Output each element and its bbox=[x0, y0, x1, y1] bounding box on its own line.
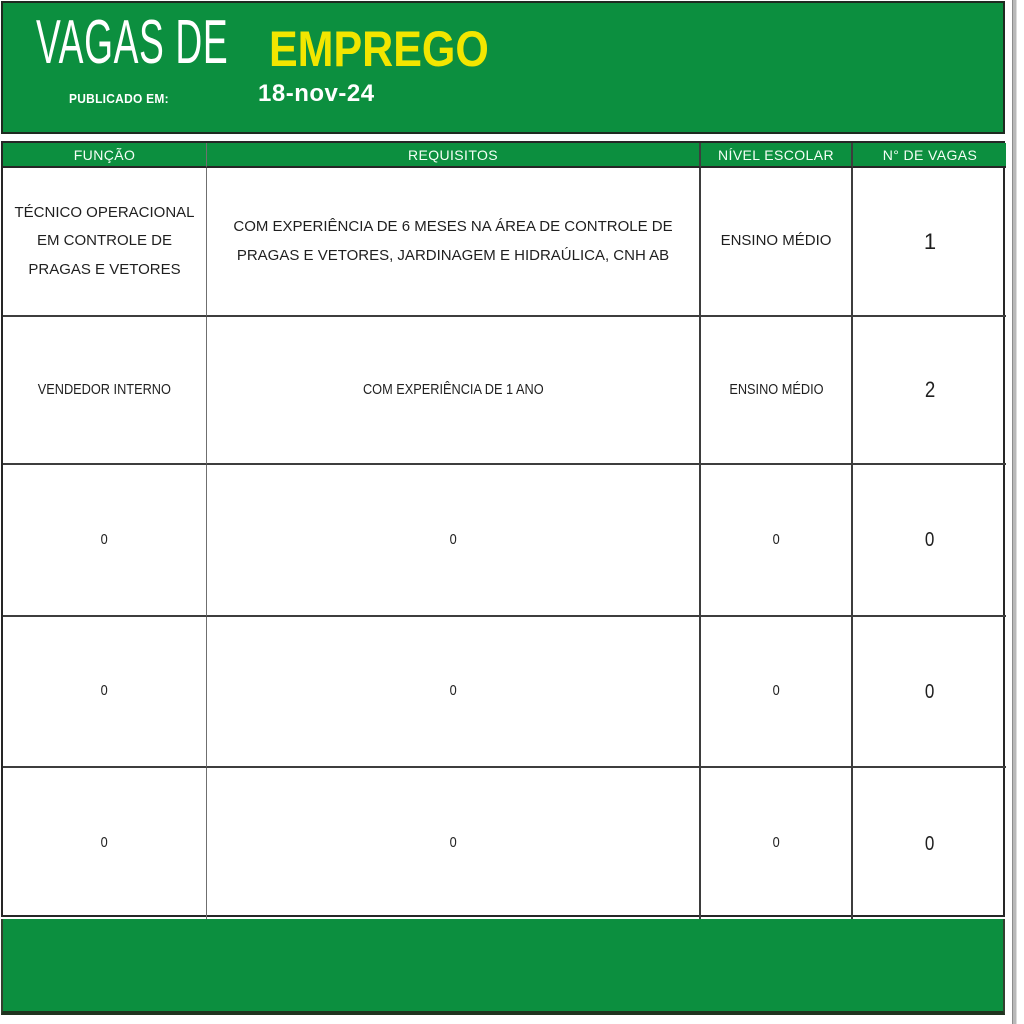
cell-text: 0 bbox=[449, 834, 457, 852]
published-date: 18-nov-24 bbox=[258, 80, 375, 107]
cell-n-de-vagas bbox=[853, 617, 1007, 768]
cell-nivel-escolar bbox=[701, 168, 853, 317]
vacancies-table bbox=[1, 141, 1005, 917]
cell-text: COM EXPERIÊNCIA DE 6 MESES NA ÁREA DE CONTROLE DE PRAGAS E VETORES, JARDINAGEM E HIDRAÚLICA, CNH AB bbox=[233, 218, 673, 264]
cell-text: VENDEDOR INTERNO bbox=[37, 380, 172, 398]
cell-nivel-escolar bbox=[701, 317, 853, 465]
cell-requisitos bbox=[207, 617, 701, 768]
cell-text: 0 bbox=[449, 682, 457, 700]
footer-banner bbox=[1, 919, 1005, 1015]
cell-text: 0 bbox=[449, 530, 457, 548]
cell-text: 0 bbox=[925, 529, 935, 551]
cell-funcao bbox=[3, 317, 207, 465]
cell-text: TÉCNICO OPERACIONAL EM CONTROLE DE PRAGAS E VETORES bbox=[14, 203, 195, 278]
cell-nivel-escolar bbox=[701, 617, 853, 768]
cell-nivel-escolar bbox=[701, 768, 853, 919]
cell-n-de-vagas bbox=[853, 317, 1007, 465]
cell-text: ENSINO MÉDIO bbox=[720, 232, 832, 250]
cell-requisitos bbox=[207, 768, 701, 919]
cell-text: 2 bbox=[924, 377, 936, 402]
cell-funcao bbox=[3, 617, 207, 768]
cell-text: 0 bbox=[925, 832, 935, 855]
cell-text: 0 bbox=[772, 682, 780, 700]
cell-n-de-vagas bbox=[853, 465, 1007, 617]
cell-text: 0 bbox=[772, 834, 780, 852]
cell-n-de-vagas bbox=[853, 168, 1007, 317]
cell-text: 0 bbox=[100, 530, 109, 548]
cell-text: 0 bbox=[772, 530, 780, 548]
page-edge-line bbox=[1012, 0, 1017, 1024]
cell-text: ENSINO MÉDIO bbox=[728, 380, 824, 398]
page-title-highlight: EMPREGO bbox=[269, 21, 489, 77]
cell-text: 0 bbox=[100, 834, 109, 852]
cell-text: 0 bbox=[925, 680, 935, 703]
header-banner bbox=[1, 1, 1005, 134]
published-label: PUBLICADO EM: bbox=[69, 91, 169, 106]
cell-requisitos bbox=[207, 465, 701, 617]
cell-requisitos bbox=[207, 168, 701, 317]
cell-text: COM EXPERIÊNCIA DE 1 ANO bbox=[362, 380, 544, 398]
column-header-n-de-vagas: N° DE VAGAS bbox=[853, 143, 1007, 168]
cell-text: 0 bbox=[100, 682, 109, 700]
cell-n-de-vagas bbox=[853, 768, 1007, 919]
cell-funcao bbox=[3, 168, 207, 317]
cell-funcao bbox=[3, 465, 207, 617]
cell-funcao bbox=[3, 768, 207, 919]
cell-text: 1 bbox=[923, 228, 937, 254]
cell-nivel-escolar bbox=[701, 465, 853, 617]
column-header-funcao: FUNÇÃO bbox=[3, 143, 207, 168]
column-header-requisitos: REQUISITOS bbox=[207, 143, 701, 168]
column-header-nivel-escolar: NÍVEL ESCOLAR bbox=[701, 143, 853, 168]
cell-requisitos bbox=[207, 317, 701, 465]
page-edge-strip bbox=[1006, 0, 1024, 1024]
page-title: VAGAS DE bbox=[36, 8, 229, 77]
